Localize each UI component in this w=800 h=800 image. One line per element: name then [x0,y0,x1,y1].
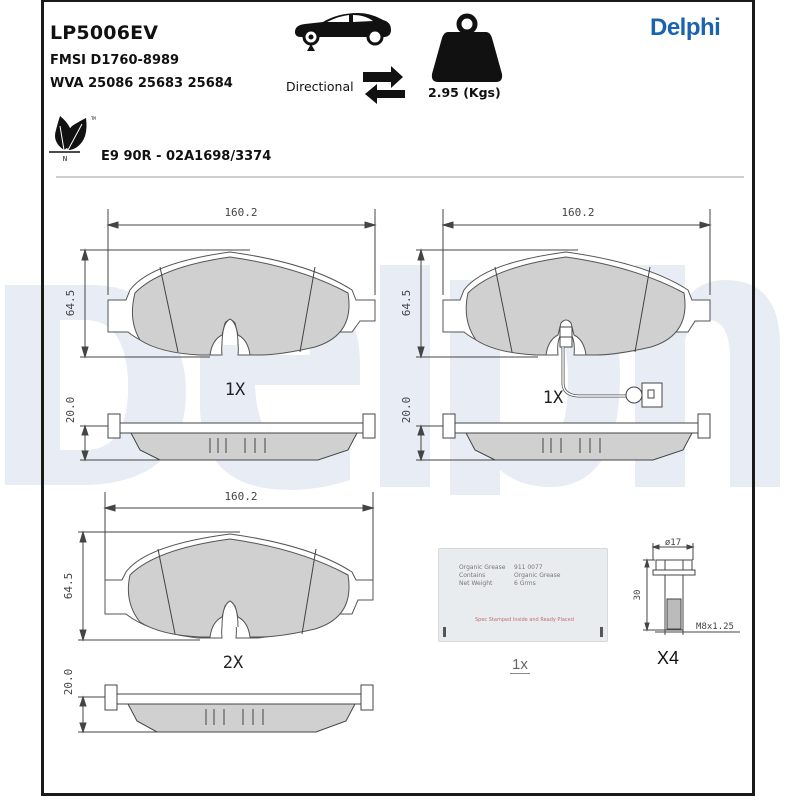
sachet-value: 911 0077 [514,564,543,571]
weight-icon [430,12,504,84]
eco-mark-letter: N [62,155,68,163]
thickness-dimension: 20.0 [64,396,77,424]
grease-sachet-image [438,548,608,642]
width-dimension: 160.2 [561,206,595,219]
quantity-label: 1X [224,380,246,400]
bolt-quantity: X4 [657,648,680,668]
width-dimension: 160.2 [224,206,258,219]
thickness-dimension: 20.0 [62,668,75,696]
ece-approval-code: E9 90R - 02A1698/3374 [101,149,272,164]
thickness-dimension: 20.0 [400,396,413,424]
weight-value: 2.95 (Kgs) [428,85,501,100]
sachet-footer: Spec Stamped Inside and Ready Placed [475,617,574,623]
height-dimension: 64.5 [64,289,77,317]
pad-drawing-bottom-left [60,480,390,760]
sachet-value: Organic Grease [514,572,561,579]
header-divider [56,176,744,178]
directional-arrows-icon [361,66,407,104]
sachet-label: Organic Grease [459,564,506,571]
sachet-value: 6 Grms [514,580,536,587]
bolt-length-dimension: 30 [633,589,643,601]
eco-leaf-icon [48,112,100,164]
pad-drawing-top-left [60,195,390,475]
sachet-label: Contains [459,572,486,579]
wva-codes: WVA 25086 25683 25684 [50,76,233,91]
quantity-label: 2X [222,653,244,673]
part-number: LP5006EV [50,22,159,44]
grease-quantity: 1x [512,656,528,673]
quantity-label: 1X [542,388,564,408]
bolt-thread-dimension: M8x1.25 [696,622,734,632]
eco-mark-tm: TM [91,116,96,121]
sachet-label: Net Weight [459,580,493,587]
height-dimension: 64.5 [62,572,75,600]
height-dimension: 64.5 [400,289,413,317]
directional-label: Directional [286,79,354,94]
pad-drawing-top-right [398,195,728,475]
bolt-drawing [625,535,765,635]
fmsi-code: FMSI D1760-8989 [50,53,180,68]
bolt-head-dimension: ø17 [664,538,682,548]
width-dimension: 160.2 [224,490,258,503]
brand-logo: Delphi [650,14,721,41]
car-axle-position-icon [293,10,393,52]
